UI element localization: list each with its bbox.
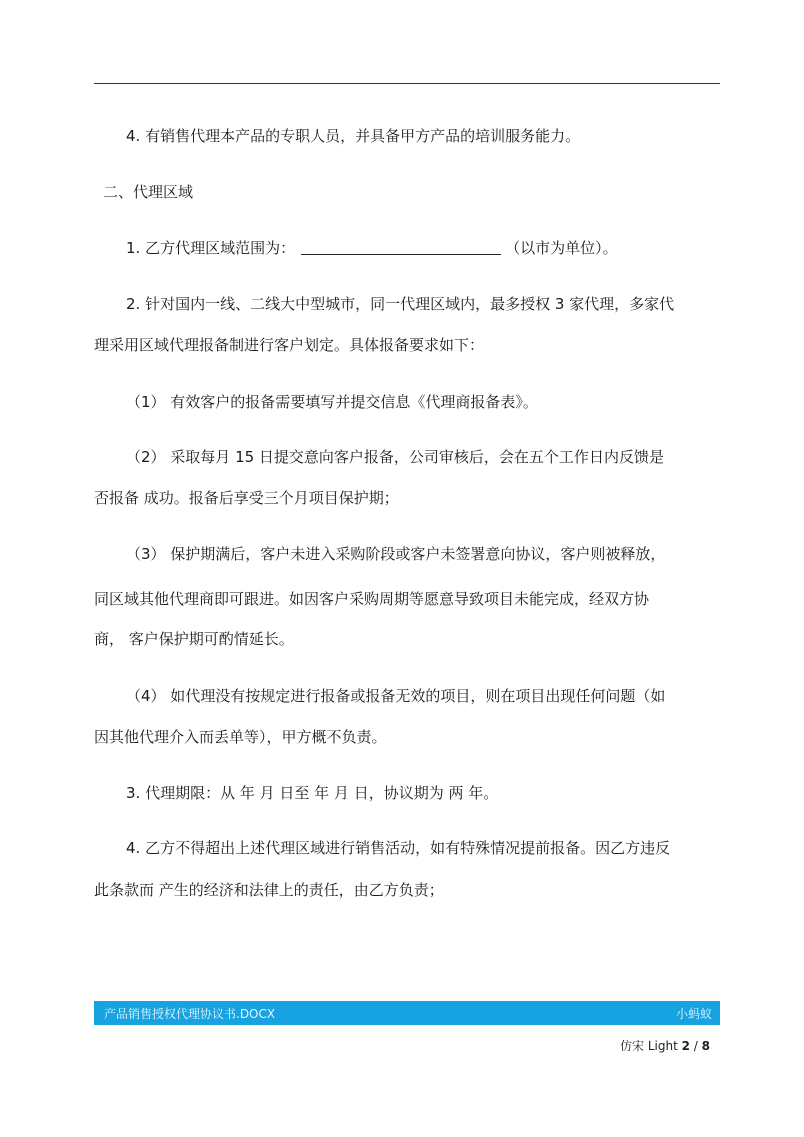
footer-bar: [94, 1001, 720, 1025]
page-current: 2: [681, 1039, 690, 1053]
area-scope-label: 1. 乙方代理区域范围为：: [126, 239, 296, 257]
item-3-line-2: 同区域其他代理商即可跟进。如因客户采购周期等愿意导致项目未能完成，经双方协: [94, 590, 650, 608]
footer-brand: 小蚂蚁: [675, 1007, 712, 1021]
header-rule: [94, 83, 720, 84]
item-2-line-2: 否报备 成功。报备后享受三个月项目保护期；: [94, 489, 399, 507]
clause-2-line-1: 2. 针对国内一线、二线大中型城市，同一代理区域内，最多授权 3 家代理，多家代: [126, 295, 675, 313]
area-blank-field[interactable]: [301, 236, 501, 255]
item-2-line-1: （2） 采取每月 15 日提交意向客户报备，公司审核后，会在五个工作日内反馈是: [126, 448, 664, 466]
footer-font-label: 仿宋 Light: [620, 1039, 678, 1053]
item-4-line-1: （4） 如代理没有按规定进行报备或报备无效的项目，则在项目出现任何问题（如: [126, 687, 666, 705]
page-total: 8: [701, 1039, 710, 1053]
item-1-line-1: （1） 有效客户的报备需要填写并提交信息《代理商报备表》。: [126, 393, 538, 411]
section-heading-agency-area: 二、代理区域: [103, 183, 194, 201]
clause-area-scope: [126, 229, 752, 267]
area-scope-unit: （以市为单位）。: [505, 239, 618, 257]
clause-4-line-1: 4. 乙方不得超出上述代理区域进行销售活动，如有特殊情况提前报备。因乙方违反: [126, 839, 671, 857]
page-separator: /: [689, 1039, 702, 1053]
clause-4-line-2: 此条款而 产生的经济和法律上的责任，由乙方负责；: [94, 881, 444, 899]
clause-3-term: 3. 代理期限：从 年 月 日至 年 月 日，协议期为 两 年。: [126, 784, 499, 802]
item-3-line-1: （3） 保护期满后，客户未进入采购阶段或客户未签署意向协议，客户则被释放，: [126, 545, 666, 563]
page-number: [620, 1037, 710, 1054]
clause-2-line-2: 理采用区域代理报备制进行客户划定。具体报备要求如下：: [94, 336, 485, 354]
footer-doc-title: 产品销售授权代理协议书.DOCX: [104, 1007, 276, 1021]
item-3-line-3: 商， 客户保护期可酌情延长。: [94, 630, 294, 648]
clause-4-staff: 4. 有销售代理本产品的专职人员，并具备甲方产品的培训服务能力。: [126, 127, 581, 145]
item-4-line-2: 因其他代理介入而丢单等），甲方概不负责。: [94, 728, 387, 746]
